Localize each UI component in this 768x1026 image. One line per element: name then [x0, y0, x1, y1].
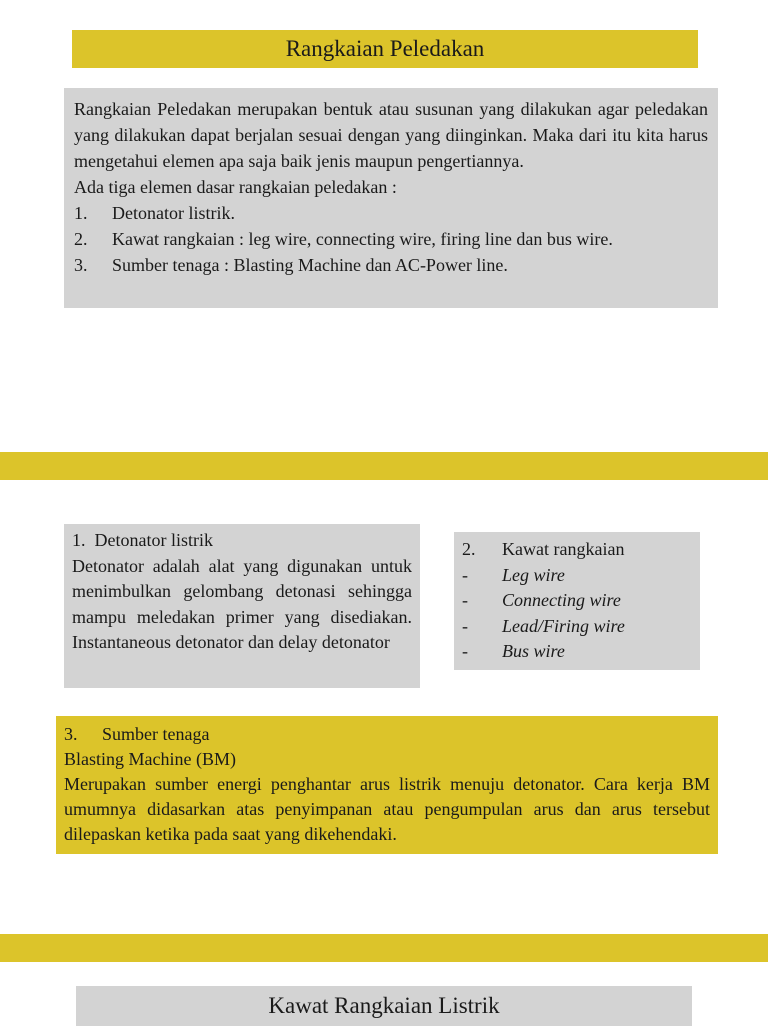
- list-item: [462, 588, 692, 614]
- sumber-number: 3.: [64, 724, 78, 744]
- list-item: [462, 563, 692, 589]
- kawat-heading-row: [462, 537, 692, 563]
- list-text: Lead/Firing wire: [502, 615, 625, 636]
- intro-lead: Ada tiga elemen dasar rangkaian peledakan :: [74, 177, 397, 197]
- dash-bullet: -: [462, 615, 468, 636]
- section-title-banner: [72, 30, 698, 68]
- intro-panel: [64, 88, 718, 308]
- divider-band: [0, 452, 768, 480]
- dash-bullet: -: [462, 564, 468, 585]
- sumber-heading: Sumber tenaga: [102, 724, 210, 744]
- list-number: 3.: [74, 255, 88, 275]
- next-section-title: Kawat Rangkaian Listrik: [268, 993, 500, 1018]
- list-text: Detonator listrik.: [112, 203, 235, 223]
- list-text: Sumber tenaga : Blasting Machine dan AC-Power line.: [112, 255, 508, 275]
- detonator-panel: [64, 524, 420, 688]
- list-text: Connecting wire: [502, 590, 621, 610]
- list-text: Leg wire: [502, 564, 565, 585]
- list-text: Kawat rangkaian : leg wire, connecting wire, firing line dan bus wire.: [112, 229, 613, 249]
- sumber-heading-row: [64, 722, 710, 747]
- next-section-title-banner: [76, 986, 692, 1026]
- page-title: Rangkaian Peledakan: [285, 36, 485, 61]
- sumber-panel: [56, 716, 718, 854]
- kawat-number: 2.: [462, 539, 476, 559]
- list-text: Bus wire: [502, 641, 565, 661]
- list-number: 2.: [74, 229, 88, 249]
- sumber-subheading: Blasting Machine (BM): [64, 749, 236, 769]
- dash-bullet: -: [462, 590, 468, 610]
- detonator-heading: 1. Detonator listrik: [72, 530, 213, 550]
- kawat-heading: Kawat rangkaian: [502, 539, 625, 559]
- intro-paragraph: Rangkaian Peledakan merupakan bentuk atau susunan yang dilakukan agar peledakan yang dilakukan dapat berjalan sesuai dengan yang diinginkan. Maka dari itu kita harus mengetahui elemen apa saja baik jenis maupun pengertiannya.: [74, 99, 708, 171]
- dash-bullet: -: [462, 641, 468, 661]
- list-item: [74, 252, 708, 278]
- detonator-body: Detonator adalah alat yang digunakan untuk menimbulkan gelombang detonasi sehingga mampu meledakan primer yang disediakan. Instantaneous detonator dan delay detonator: [72, 555, 412, 652]
- list-item: [462, 614, 692, 640]
- list-number: 1.: [74, 203, 88, 223]
- list-item: [74, 226, 708, 252]
- divider-band: [0, 934, 768, 962]
- list-item: [462, 639, 692, 665]
- kawat-panel: [454, 532, 700, 670]
- sumber-body: Merupakan sumber energi penghantar arus listrik menuju detonator. Cara kerja BM umumnya didasarkan atas penyimpanan atau pengumpulan arus dan arus tersebut dilepaskan ketika pada saat yang dikehendaki.: [64, 774, 710, 844]
- list-item: [74, 200, 708, 226]
